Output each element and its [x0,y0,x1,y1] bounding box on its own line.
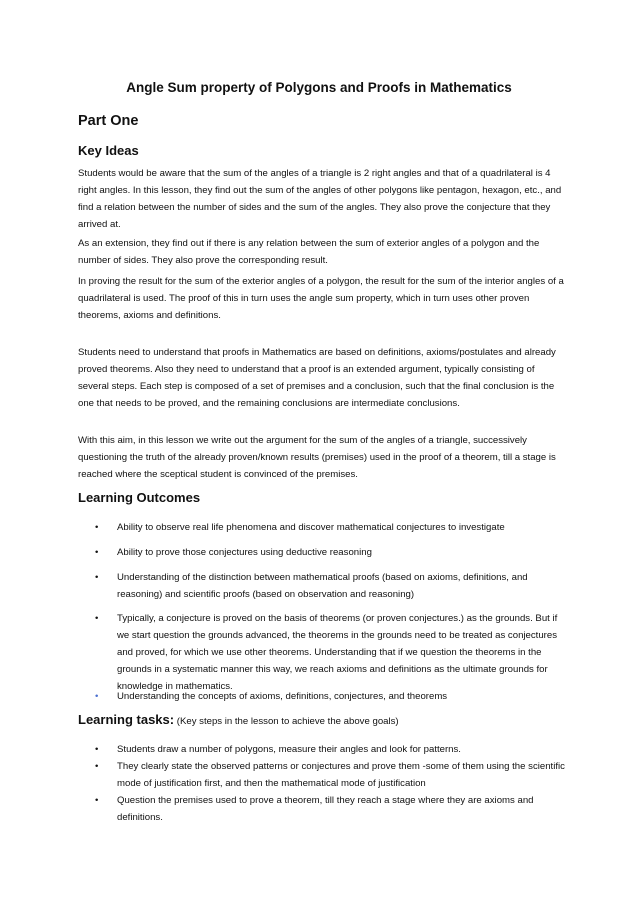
bullet-icon: • [95,572,99,583]
key-ideas-paragraph-5: With this aim, in this lesson we write out the argument for the sum of the angles of a triangle, successively questioning the truth of the already proven/known results (premises) used in the proof of a theorem, till a stage is reached where the sceptical student is convinced of the premises. [78,435,556,480]
bullet-icon: • [95,691,99,702]
task-item-1: Students draw a number of polygons, measure their angles and look for patterns. [117,744,461,755]
bullet-icon: • [95,795,99,806]
learning-tasks-heading [78,712,399,727]
key-ideas-paragraph-2: As an extension, they find out if there is any relation between the sum of exterior angles of a polygon and the number of sides. They also prove the corresponding result. [78,238,540,266]
learning-tasks-title: Learning tasks: [78,712,175,727]
part-heading: Part One [78,113,139,129]
bullet-icon: • [95,613,99,624]
outcome-item-3: Understanding of the distinction between mathematical proofs (based on axioms, definitions, and reasoning) and scientific proofs (based on observation and reasoning) [117,572,528,600]
outcome-item-4: Typically, a conjecture is proved on the basis of theorems (or proven conjectures.) as the grounds. But if we start question the grounds advanced, the theorems in the grounds need to be treated as conjectures and proved, for which we use other theorems. Understanding that if we question the theorems in the grounds in a systematic manner this way, we reach axioms and definitions as the ultimate grounds for knowledge in mathematics. [117,613,558,692]
learning-outcomes-heading: Learning Outcomes [78,490,201,505]
bullet-icon: • [95,761,99,772]
task-item-3: Question the premises used to prove a theorem, till they reach a stage where they are axioms and definitions. [117,795,534,823]
bullet-icon: • [95,744,99,755]
outcome-item-1: Ability to observe real life phenomena and discover mathematical conjectures to investigate [117,522,505,533]
document-title: Angle Sum property of Polygons and Proofs in Mathematics [126,80,512,95]
learning-tasks-subheading: (Key steps in the lesson to achieve the above goals) [174,716,399,727]
bullet-icon: • [95,522,99,533]
key-ideas-paragraph-3: In proving the result for the sum of the exterior angles of a polygon, the result for the sum of the interior angles of a quadrilateral is used. The proof of this in turn uses the angle sum property, which in turn uses other proven theorems, axioms and definitions. [78,276,564,321]
outcome-item-2: Ability to prove those conjectures using deductive reasoning [117,547,372,558]
key-ideas-paragraph-4: Students need to understand that proofs in Mathematics are based on definitions, axioms/postulates and already proved theorems. Also they need to understand that a proof is an extended argument, typically consisting of several steps. Each step is composed of a set of premises and a conclusion, such that the final conclusion is the one that needs to be proved, and the remaining conclusions are intermediate conclusions. [78,347,556,409]
key-ideas-heading: Key Ideas [78,143,139,158]
key-ideas-paragraph-1: Students would be aware that the sum of the angles of a triangle is 2 right angles and that of a quadrilateral is 4 right angles. In this lesson, they find out the sum of the angles of other polygons like pentagon, hexagon, etc., and find a relation between the number of sides and the sum of the angles. They also prove the conjecture that they arrived at. [78,168,562,230]
outcome-item-5: Understanding the concepts of axioms, definitions, conjectures, and theorems [117,691,448,702]
bullet-icon: • [95,547,99,558]
task-item-2: They clearly state the observed patterns or conjectures and prove them -some of them using the scientific mode of justification first, and then the mathematical mode of justification [117,761,565,789]
